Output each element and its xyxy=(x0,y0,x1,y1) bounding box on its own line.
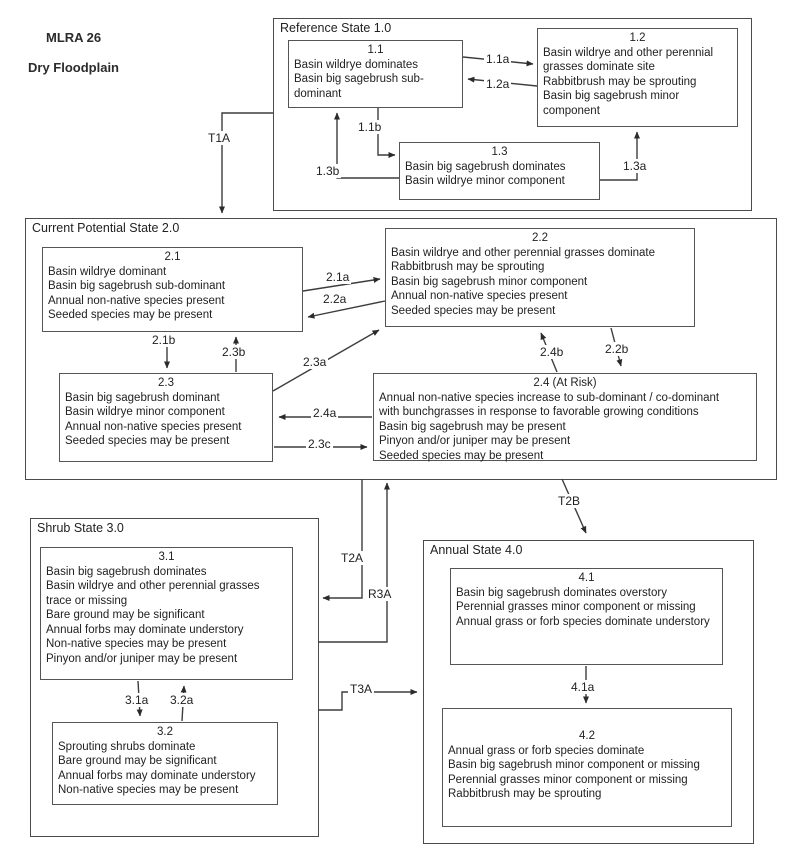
community-line: Annual forbs may dominate understory xyxy=(46,623,244,636)
community-box-3-1 xyxy=(40,547,293,680)
community-line: Non-native species may be present xyxy=(58,784,239,796)
community-box-2-3 xyxy=(59,373,273,462)
arrow-t2a xyxy=(323,479,362,598)
community-line: Basin big sagebrush dominates xyxy=(46,565,207,578)
state-label-annual: Annual State 4.0 xyxy=(430,543,523,557)
arrow-label-2-1a: 2.1a xyxy=(326,270,350,284)
arrow-label-r3a: R3A xyxy=(368,587,392,601)
arrow-label-t1a: T1A xyxy=(208,131,231,145)
arrow-label-t2b: T2B xyxy=(558,494,581,508)
community-box-4-1 xyxy=(450,568,723,665)
community-line: Bare ground may be significant xyxy=(58,755,217,767)
community-line: Sprouting shrubs dominate xyxy=(58,740,196,753)
community-line: Annual grass or forb species dominate understory xyxy=(456,615,710,628)
community-id-2-1: 2.1 xyxy=(164,251,181,263)
arrow-label-1-1a: 1.1a xyxy=(486,52,510,66)
diagram-title-site: Dry Floodplain xyxy=(28,60,119,75)
arrow-label-2-3b: 2.3b xyxy=(222,345,246,359)
community-id-1-1: 1.1 xyxy=(367,44,384,56)
arrow-label-t2a: T2A xyxy=(341,551,364,565)
community-line: Basin wildrye and other perennial grasses dominate site xyxy=(543,46,714,73)
community-line: Rabbitbrush may be sprouting xyxy=(391,261,545,273)
community-line: Basin big sagebrush dominates overstory xyxy=(456,586,667,599)
community-line: Pinyon and/or juniper may be present xyxy=(46,652,238,665)
arrow-label-1-3b: 1.3b xyxy=(316,164,340,178)
arrow-label-1-3a: 1.3a xyxy=(623,159,647,173)
community-id-4-2: 4.2 xyxy=(579,730,595,742)
community-id-3-1: 3.1 xyxy=(158,551,175,563)
arrow-label-2-1b: 2.1b xyxy=(152,333,176,347)
community-line: Basin wildrye minor component xyxy=(405,175,565,187)
community-line: Basin big sagebrush minor component or missing xyxy=(448,759,700,771)
community-line: Annual grass or forb species dominate xyxy=(448,744,645,757)
community-line: Bare ground may be significant xyxy=(46,609,205,621)
community-line: Non-native species may be present xyxy=(46,638,227,650)
community-id-1-2: 1.2 xyxy=(629,32,646,44)
community-box-1-2 xyxy=(537,28,738,127)
state-label-shrub: Shrub State 3.0 xyxy=(37,521,124,535)
community-line: Annual non-native species present xyxy=(48,294,225,307)
diagram-title-mlra: MLRA 26 xyxy=(46,30,102,45)
community-line: Seeded species may be present xyxy=(48,309,213,321)
community-line: Seeded species may be present xyxy=(379,449,544,462)
community-id-2-3: 2.3 xyxy=(158,377,174,389)
arrow-label-2-2b: 2.2b xyxy=(605,342,629,356)
community-box-2-4 xyxy=(373,373,757,461)
community-id-2-2: 2.2 xyxy=(532,232,548,244)
community-line: Basin big sagebrush minor component xyxy=(543,90,680,117)
community-line: Seeded species may be present xyxy=(65,435,230,447)
arrow-label-3-2a: 3.2a xyxy=(170,693,194,707)
community-line: Basin wildrye and other perennial grasses trace or missing xyxy=(46,580,260,607)
community-id-1-3: 1.3 xyxy=(491,146,508,158)
community-line: Basin big sagebrush minor component xyxy=(391,275,588,288)
community-box-1-3 xyxy=(399,142,600,200)
community-line: Annual non-native species present xyxy=(65,420,242,433)
arrow-label-2-3a: 2.3a xyxy=(303,355,327,369)
community-line: Basin wildrye dominates xyxy=(294,58,419,71)
community-line: Annual non-native species present xyxy=(391,290,568,302)
community-box-2-1 xyxy=(42,247,303,332)
arrow-label-t3a: T3A xyxy=(350,682,373,696)
community-line: Rabbitbrush may be sprouting xyxy=(448,788,602,800)
arrow-t1a xyxy=(222,113,273,213)
community-line: Rabbitbrush may be sprouting xyxy=(543,75,697,88)
community-line: Basin big sagebrush sub-dominant xyxy=(48,280,226,292)
community-id-3-2: 3.2 xyxy=(157,726,173,738)
state-label-current-potential: Current Potential State 2.0 xyxy=(32,221,180,235)
community-line: Basin big sagebrush sub-dominant xyxy=(294,73,424,100)
community-line: Pinyon and/or juniper may be present xyxy=(379,435,571,447)
arrow-label-2-4a: 2.4a xyxy=(313,406,337,420)
community-line: Perennial grasses minor component or missing xyxy=(456,601,696,613)
arrow-label-2-2a: 2.2a xyxy=(323,292,347,306)
community-box-4-2 xyxy=(442,708,732,827)
community-box-2-2 xyxy=(385,228,695,327)
community-line: Annual forbs may dominate understory xyxy=(58,769,256,782)
community-line: Basin big sagebrush dominates xyxy=(405,160,566,173)
arrow-label-1-2a: 1.2a xyxy=(486,77,510,91)
state-label-reference: Reference State 1.0 xyxy=(280,21,392,35)
community-line: Basin wildrye minor component xyxy=(65,406,225,418)
arrow-label-2-3c: 2.3c xyxy=(308,437,331,451)
community-box-1-1 xyxy=(288,40,463,108)
community-id-2-4: 2.4 (At Risk) xyxy=(533,377,597,389)
community-line: Perennial grasses minor component or missing xyxy=(448,773,688,786)
community-line: Seeded species may be present xyxy=(391,304,556,317)
arrow-label-4-1a: 4.1a xyxy=(571,680,595,694)
community-line: Basin big sagebrush may be present xyxy=(379,420,566,433)
community-line: Basin wildrye and other perennial grasses dominate xyxy=(391,246,656,259)
community-line: with bunchgrasses in response to favorable growing conditions xyxy=(379,406,699,418)
community-line: Basin wildrye dominant xyxy=(48,265,167,278)
arrow-label-1-1b: 1.1b xyxy=(358,120,382,134)
arrow-label-3-1a: 3.1a xyxy=(125,693,149,707)
community-id-4-1: 4.1 xyxy=(578,572,595,584)
community-box-3-2 xyxy=(52,722,278,805)
arrow-label-2-4b: 2.4b xyxy=(540,345,564,359)
community-line: Basin big sagebrush dominant xyxy=(65,391,220,404)
community-line: Annual non-native species increase to sub-dominant / co-dominant xyxy=(379,391,720,404)
